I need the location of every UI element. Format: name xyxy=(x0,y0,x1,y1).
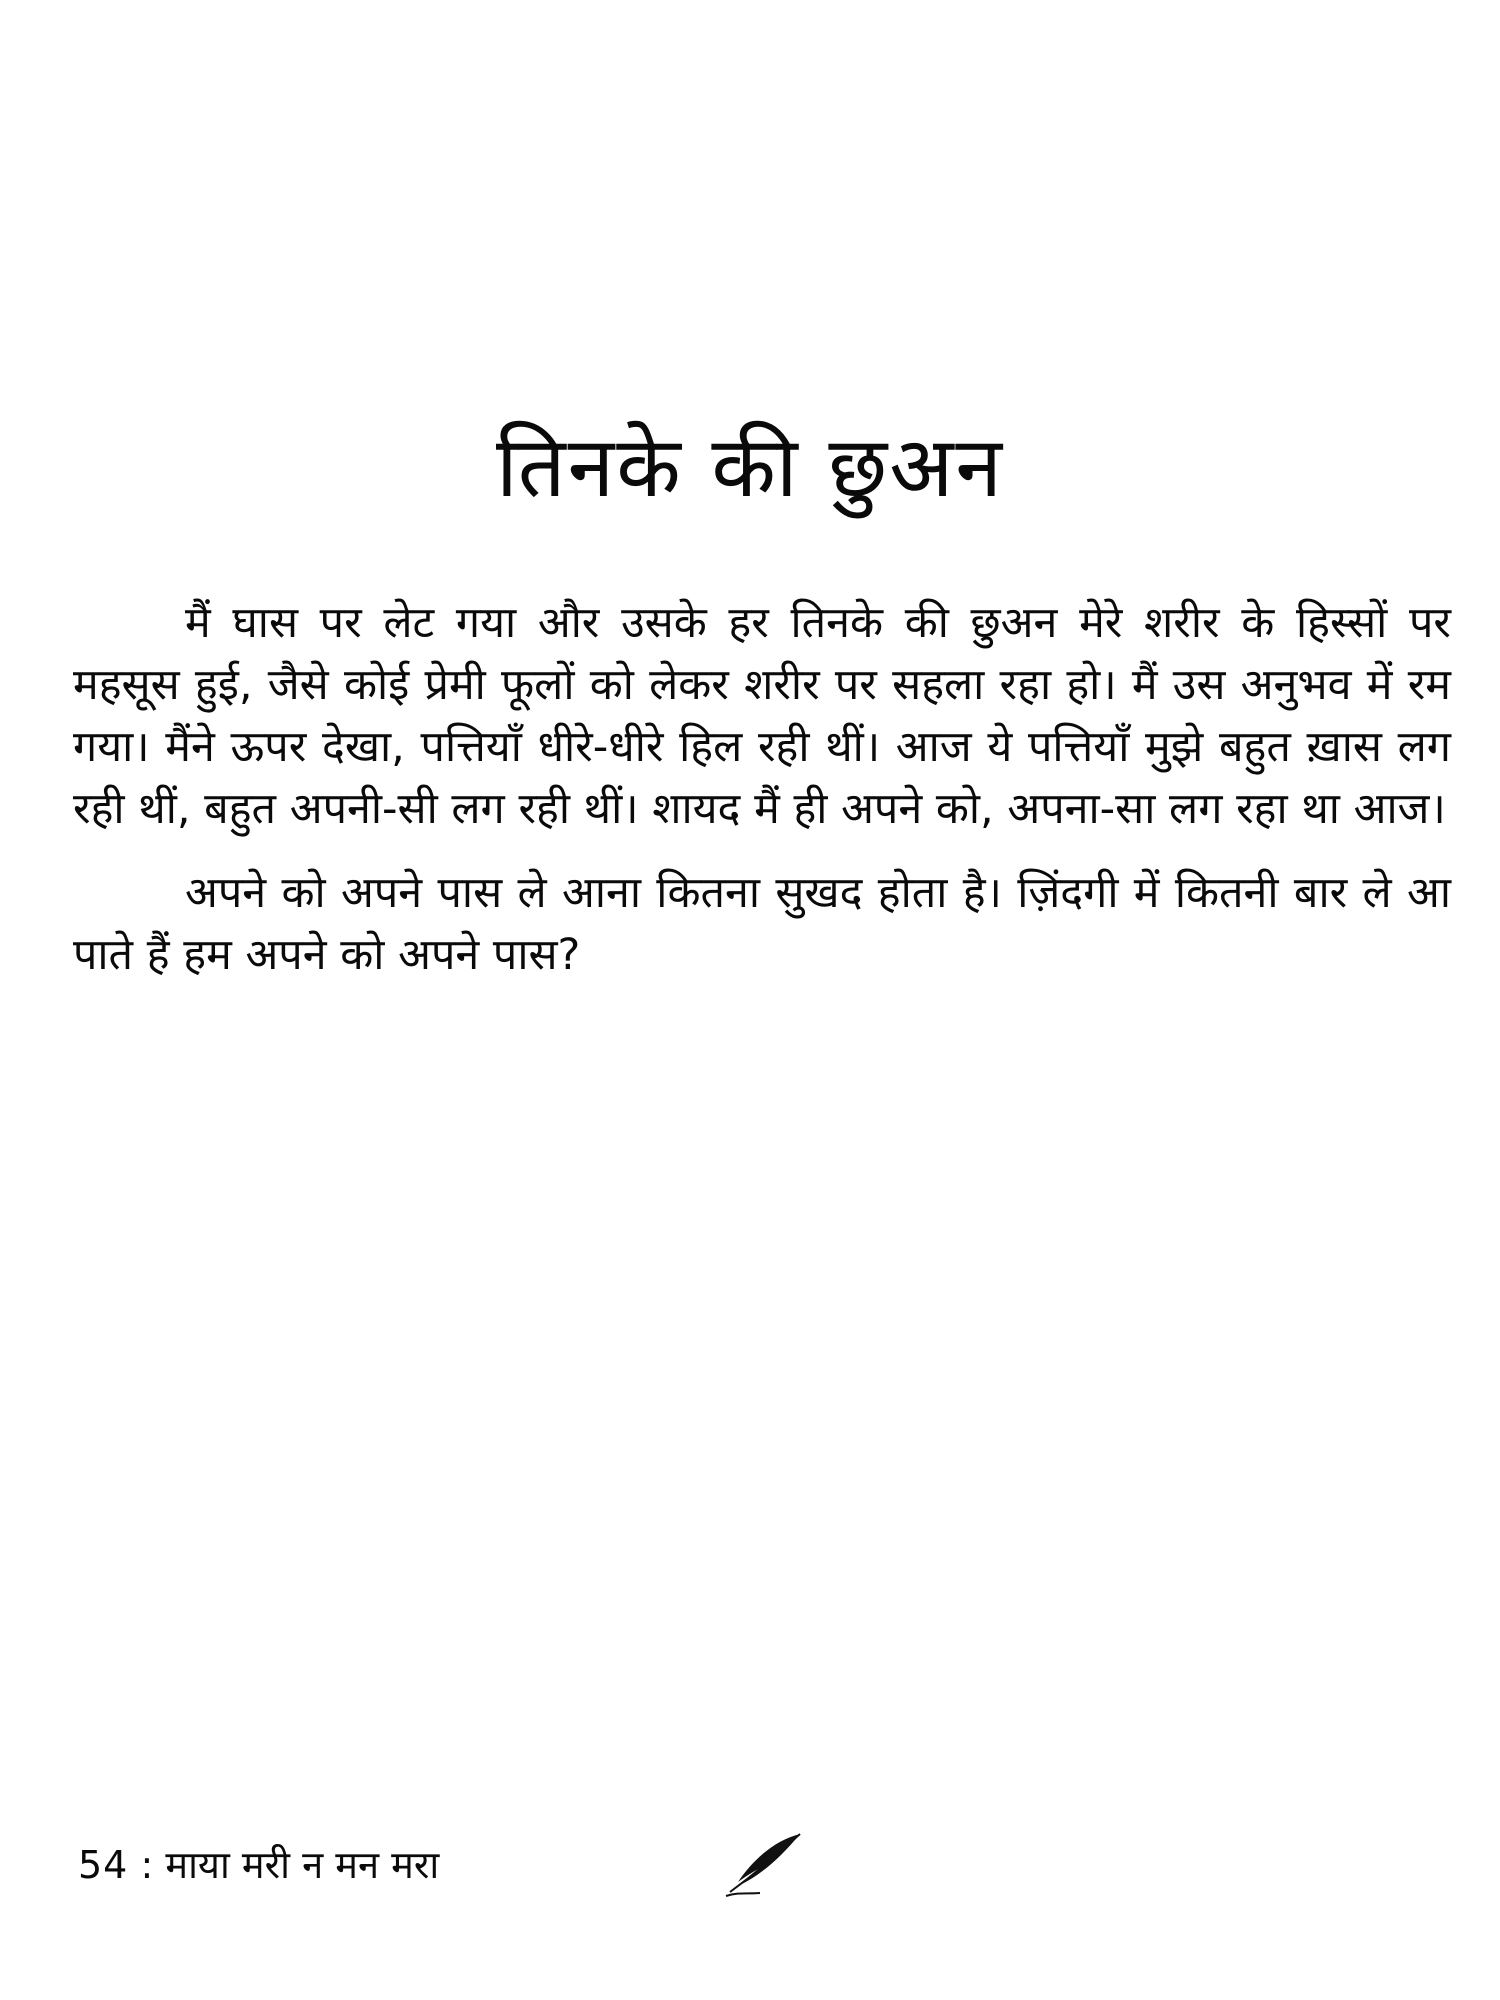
page-number: 54 xyxy=(78,1843,129,1887)
quill-pen-icon xyxy=(716,1830,806,1900)
paragraph-1: मैं घास पर लेट गया और उसके हर तिनके की छुअन मेरे शरीर के हिस्सों पर महसूस हुई, जैसे कोई प्रेमी फूलों को लेकर शरीर पर सहला रहा हो। मैं उस अनुभव में रम गया। मैंने ऊपर देखा, पत्तियाँ धीरे-धीरे हिल रही थीं। आज ये पत्तियाँ मुझे बहुत ख़ास लग रही थीं, बहुत अपनी-सी लग रही थीं। शायद मैं ही अपने को, अपना-सा लग रहा था आज। xyxy=(73,598,1451,834)
chapter-title: तिनके की छुअन xyxy=(495,418,1005,516)
page-footer xyxy=(78,1840,439,1890)
chapter-body xyxy=(73,592,1451,986)
footer-separator: : xyxy=(140,1843,154,1887)
paragraph-2: अपने को अपने पास ले आना कितना सुखद होता है। ज़िंदगी में कितनी बार ले आ पाते हैं हम अपने को अपने पास? xyxy=(73,868,1451,980)
book-title: माया मरी न मन मरा xyxy=(165,1843,440,1887)
